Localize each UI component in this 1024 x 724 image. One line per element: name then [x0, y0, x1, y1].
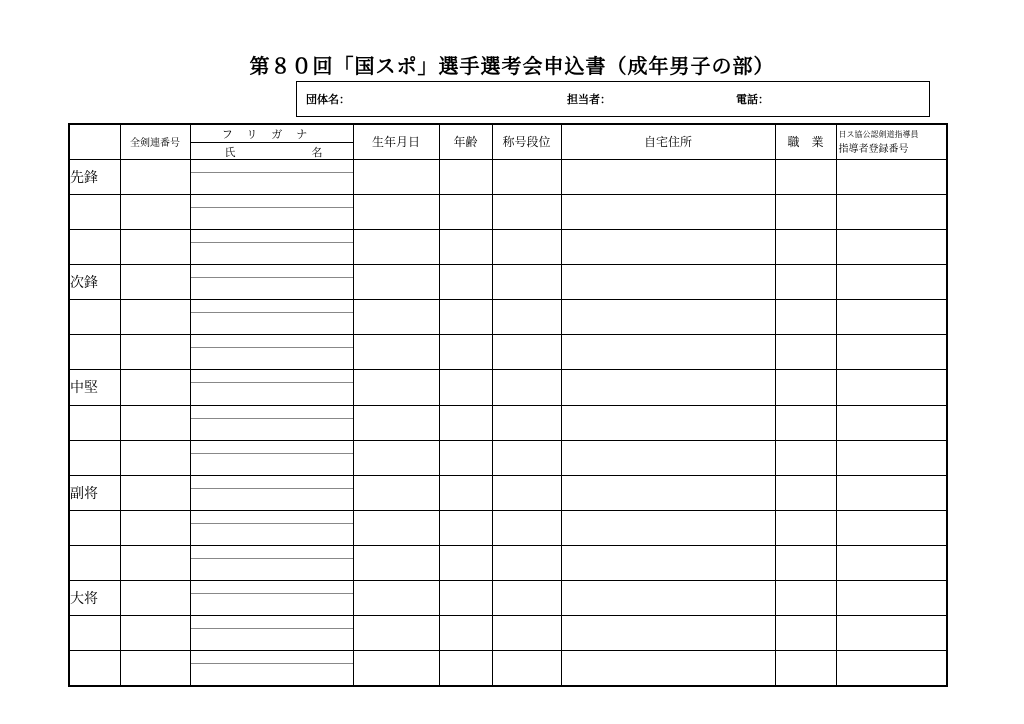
address-cell[interactable] — [561, 405, 775, 440]
rank-cell[interactable] — [492, 194, 561, 229]
name-cell[interactable] — [190, 194, 353, 229]
member-id-cell[interactable] — [120, 265, 190, 300]
occupation-cell[interactable] — [775, 581, 836, 616]
instructor-registration-cell[interactable] — [836, 546, 947, 581]
name-cell[interactable] — [190, 616, 353, 651]
position-cell — [69, 510, 120, 545]
name-cell[interactable] — [190, 581, 353, 616]
position-cell — [69, 651, 120, 686]
member-id-cell[interactable] — [120, 335, 190, 370]
age-cell[interactable] — [439, 510, 492, 545]
table-row — [69, 616, 947, 651]
header-rank: 称号段位 — [492, 124, 561, 159]
furigana-divider — [191, 347, 353, 348]
member-id-cell[interactable] — [120, 475, 190, 510]
age-cell[interactable] — [439, 229, 492, 264]
name-cell[interactable] — [190, 335, 353, 370]
address-cell[interactable] — [561, 475, 775, 510]
instructor-registration-cell[interactable] — [836, 651, 947, 686]
occupation-cell[interactable] — [775, 510, 836, 545]
furigana-divider — [191, 312, 353, 313]
table-row — [69, 546, 947, 581]
instructor-registration-cell[interactable] — [836, 194, 947, 229]
age-cell[interactable] — [439, 159, 492, 194]
furigana-divider — [191, 242, 353, 243]
age-cell[interactable] — [439, 651, 492, 686]
age-cell[interactable] — [439, 475, 492, 510]
address-cell[interactable] — [561, 159, 775, 194]
birthdate-cell[interactable] — [353, 370, 439, 405]
age-cell[interactable] — [439, 194, 492, 229]
furigana-divider — [191, 382, 353, 383]
instructor-registration-cell[interactable] — [836, 475, 947, 510]
birthdate-cell[interactable] — [353, 194, 439, 229]
instructor-registration-cell[interactable] — [836, 229, 947, 264]
page-title: 第８０回「国スポ」選手選考会申込書（成年男子の部） — [249, 54, 775, 78]
member-id-cell[interactable] — [120, 440, 190, 475]
furigana-divider — [191, 207, 353, 208]
occupation-cell[interactable] — [775, 265, 836, 300]
address-cell[interactable] — [561, 440, 775, 475]
address-cell[interactable] — [561, 546, 775, 581]
instructor-registration-cell[interactable] — [836, 581, 947, 616]
occupation-cell[interactable] — [775, 335, 836, 370]
position-cell — [69, 616, 120, 651]
position-cell — [69, 300, 120, 335]
position-cell — [69, 440, 120, 475]
table-row — [69, 229, 947, 264]
table-row — [69, 335, 947, 370]
birthdate-cell[interactable] — [353, 510, 439, 545]
header-furigana: フリガナ — [221, 128, 322, 141]
birthdate-cell[interactable] — [353, 159, 439, 194]
table-row — [69, 581, 947, 616]
header-reg-line2: 指導者登録番号 — [838, 143, 909, 155]
header-address: 自宅住所 — [561, 124, 775, 159]
rank-cell[interactable] — [492, 370, 561, 405]
member-id-cell[interactable] — [120, 510, 190, 545]
furigana-divider — [191, 277, 353, 278]
member-id-cell[interactable] — [120, 300, 190, 335]
instructor-registration-cell[interactable] — [836, 405, 947, 440]
birthdate-cell[interactable] — [353, 475, 439, 510]
rank-cell[interactable] — [492, 300, 561, 335]
occupation-cell[interactable] — [775, 229, 836, 264]
furigana-divider — [191, 593, 353, 594]
position-cell — [69, 546, 120, 581]
position-cell — [69, 229, 120, 264]
birthdate-cell[interactable] — [353, 440, 439, 475]
birthdate-cell[interactable] — [353, 651, 439, 686]
occupation-cell[interactable] — [775, 475, 836, 510]
table-row — [69, 440, 947, 475]
furigana-divider — [191, 523, 353, 524]
birthdate-cell[interactable] — [353, 546, 439, 581]
rank-cell[interactable] — [492, 616, 561, 651]
age-cell[interactable] — [439, 265, 492, 300]
name-cell[interactable] — [190, 546, 353, 581]
table-row — [69, 475, 947, 510]
table-row — [69, 510, 947, 545]
occupation-cell[interactable] — [775, 651, 836, 686]
header-given-name: 名 — [311, 146, 323, 159]
birthdate-cell[interactable] — [353, 616, 439, 651]
address-cell[interactable] — [561, 265, 775, 300]
furigana-divider — [191, 172, 353, 173]
person-in-charge-label: 担当者： — [567, 93, 611, 106]
table-row — [69, 405, 947, 440]
furigana-divider — [191, 558, 353, 559]
furigana-divider — [191, 663, 353, 664]
rank-cell[interactable] — [492, 265, 561, 300]
name-cell[interactable] — [190, 651, 353, 686]
occupation-cell[interactable] — [775, 159, 836, 194]
member-id-cell[interactable] — [120, 546, 190, 581]
position-cell — [69, 194, 120, 229]
header-birthdate: 生年月日 — [353, 124, 439, 159]
rank-cell[interactable] — [492, 440, 561, 475]
rank-cell[interactable] — [492, 651, 561, 686]
furigana-divider — [191, 628, 353, 629]
birthdate-cell[interactable] — [353, 581, 439, 616]
instructor-registration-cell[interactable] — [836, 300, 947, 335]
phone-label: 電話： — [736, 93, 769, 106]
name-cell[interactable] — [190, 440, 353, 475]
header-age: 年齢 — [439, 124, 492, 159]
member-id-cell[interactable] — [120, 194, 190, 229]
address-cell[interactable] — [561, 300, 775, 335]
birthdate-cell[interactable] — [353, 335, 439, 370]
table-row — [69, 194, 947, 229]
age-cell[interactable] — [439, 581, 492, 616]
birthdate-cell[interactable] — [353, 405, 439, 440]
header-position — [69, 124, 120, 159]
name-cell[interactable] — [190, 300, 353, 335]
member-id-cell[interactable] — [120, 581, 190, 616]
header-row — [69, 124, 947, 159]
team-name-label: 団体名： — [306, 93, 350, 106]
member-id-cell[interactable] — [120, 616, 190, 651]
rank-cell[interactable] — [492, 475, 561, 510]
birthdate-cell[interactable] — [353, 229, 439, 264]
instructor-registration-cell[interactable] — [836, 159, 947, 194]
occupation-cell[interactable] — [775, 405, 836, 440]
rank-cell[interactable] — [492, 510, 561, 545]
table-row — [69, 300, 947, 335]
age-cell[interactable] — [439, 440, 492, 475]
instructor-registration-cell[interactable] — [836, 440, 947, 475]
address-cell[interactable] — [561, 651, 775, 686]
table-row — [69, 651, 947, 686]
name-cell[interactable] — [190, 370, 353, 405]
address-cell[interactable] — [561, 510, 775, 545]
age-cell[interactable] — [439, 546, 492, 581]
occupation-cell[interactable] — [775, 194, 836, 229]
rank-cell[interactable] — [492, 546, 561, 581]
table-row — [69, 159, 947, 194]
rank-cell[interactable] — [492, 229, 561, 264]
member-id-cell[interactable] — [120, 229, 190, 264]
header-instructor-registration — [836, 124, 947, 159]
name-cell[interactable] — [190, 475, 353, 510]
name-cell[interactable] — [190, 159, 353, 194]
address-cell[interactable] — [561, 229, 775, 264]
rank-cell[interactable] — [492, 335, 561, 370]
age-cell[interactable] — [439, 370, 492, 405]
position-cell — [69, 405, 120, 440]
position-cell: 中堅 — [69, 370, 120, 405]
instructor-registration-cell[interactable] — [836, 265, 947, 300]
furigana-divider — [191, 418, 353, 419]
header-name — [190, 124, 353, 159]
occupation-cell[interactable] — [775, 546, 836, 581]
address-cell[interactable] — [561, 616, 775, 651]
address-cell[interactable] — [561, 370, 775, 405]
furigana-divider — [191, 453, 353, 454]
furigana-divider — [191, 488, 353, 489]
age-cell[interactable] — [439, 335, 492, 370]
header-family-name: 氏 — [224, 146, 236, 159]
table-row — [69, 265, 947, 300]
occupation-cell[interactable] — [775, 300, 836, 335]
occupation-cell[interactable] — [775, 370, 836, 405]
name-cell[interactable] — [190, 405, 353, 440]
address-cell[interactable] — [561, 194, 775, 229]
member-id-cell[interactable] — [120, 651, 190, 686]
age-cell[interactable] — [439, 616, 492, 651]
header-occupation: 職 業 — [775, 124, 836, 159]
header-member-id: 全剣連番号 — [120, 124, 190, 159]
birthdate-cell[interactable] — [353, 300, 439, 335]
header-reg-line1: 日ス協公認剣道指導員 — [838, 129, 919, 139]
rank-cell[interactable] — [492, 159, 561, 194]
occupation-cell[interactable] — [775, 616, 836, 651]
age-cell[interactable] — [439, 300, 492, 335]
rank-cell[interactable] — [492, 405, 561, 440]
table-body — [69, 159, 947, 686]
position-cell — [69, 335, 120, 370]
position-cell: 副将 — [69, 475, 120, 510]
age-cell[interactable] — [439, 405, 492, 440]
instructor-registration-cell[interactable] — [836, 335, 947, 370]
name-cell[interactable] — [190, 265, 353, 300]
member-id-cell[interactable] — [120, 405, 190, 440]
instructor-registration-cell[interactable] — [836, 510, 947, 545]
table-row — [69, 370, 947, 405]
position-cell: 大将 — [69, 581, 120, 616]
birthdate-cell[interactable] — [353, 265, 439, 300]
instructor-registration-cell[interactable] — [836, 370, 947, 405]
instructor-registration-cell[interactable] — [836, 616, 947, 651]
occupation-cell[interactable] — [775, 440, 836, 475]
position-cell: 先鋒 — [69, 159, 120, 194]
organization-box — [296, 81, 930, 117]
rank-cell[interactable] — [492, 581, 561, 616]
name-cell[interactable] — [190, 229, 353, 264]
address-cell[interactable] — [561, 581, 775, 616]
position-cell: 次鋒 — [69, 265, 120, 300]
application-table — [68, 123, 948, 687]
member-id-cell[interactable] — [120, 159, 190, 194]
address-cell[interactable] — [561, 335, 775, 370]
name-cell[interactable] — [190, 510, 353, 545]
member-id-cell[interactable] — [120, 370, 190, 405]
